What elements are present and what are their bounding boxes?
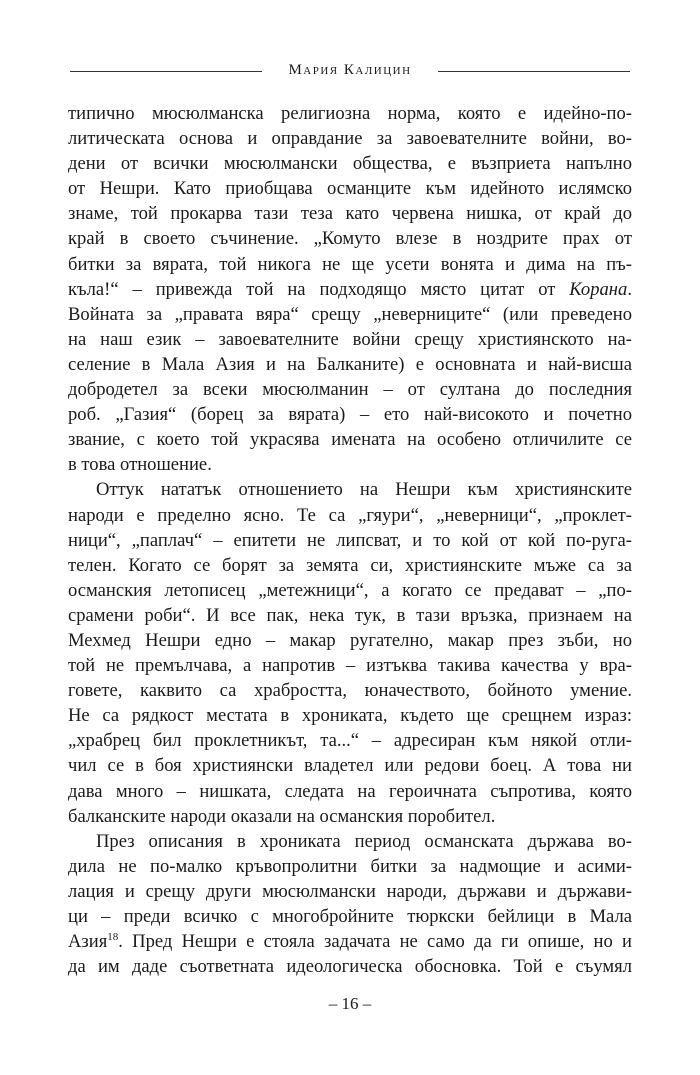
text-line: дава много – нишката, следата на героичната съпротива, която	[68, 780, 632, 802]
text-line: Мехмед Нешри едно – макар ругателно, макар през зъби, но	[68, 629, 632, 651]
text-line: говете, каквито са храбростта, юначеството, бойното умение.	[68, 680, 632, 702]
text-line: литическата основа и оправдание за завоевателните войни, во-	[68, 128, 632, 150]
text-line	[68, 929, 632, 954]
text-line: добродетел за всеки мюсюлманин – от султана до последния	[68, 379, 632, 401]
text-line: от Нешри. Като приобщава османците към идейното ислямско	[68, 178, 632, 200]
text-fragment: .	[627, 278, 632, 300]
running-head	[70, 60, 630, 84]
text-line: дила не по-малко кръвопролитни битки за надмощие и асими-	[68, 855, 632, 877]
text-line: „храбрец бил проклетникът, та...“ – адресиран към някой отли-	[68, 730, 632, 752]
text-line: знаме, той прокарва тази теза като червена нишка, от край до	[68, 203, 632, 225]
text-line: роб. „Газия“ (борец за вярата) – ето най-високото и почетно	[68, 404, 632, 426]
text-fragment: . Пред Нешри е стояла задачата не само да ги опише, но и	[118, 931, 632, 953]
text-line: ци – преди всичко с многобройните тюркски бейлици в Мала	[68, 906, 632, 927]
text-line: лация и срещу други мюсюлмански народи, държави и държави-	[68, 880, 632, 902]
text-line: в това отношение.	[68, 454, 212, 476]
text-line: Войната за „правата вяра“ срещу „неверниците“ (или преведено	[68, 303, 632, 325]
text-line: край в своето съчинение. „Комуто влезе в ноздрите прах от	[68, 228, 632, 250]
footnote-reference[interactable]: 18	[107, 931, 119, 944]
text-line: срамени роби“. И все пак, нека тук, в тази връзка, признаем на	[68, 604, 632, 626]
text-line: на наш език – завоевателните войни срещу християнското на-	[68, 328, 632, 350]
text-line: битки за вярата, той никога не ще усети вонята и дима на пъ-	[68, 253, 632, 275]
text-line: звание, с което той украсява имената на особено отличилите се	[68, 429, 632, 451]
header-rule-right	[438, 71, 630, 72]
text-line: Не са рядкост местата в хрониката, където ще срещнем израз:	[68, 705, 632, 727]
text-line: народи е пределно ясно. Те са „гяури“, „неверници“, „проклет-	[68, 504, 632, 526]
text-line: дени от всички мюсюлмански общества, е възприета напълно	[68, 153, 632, 175]
text-line: Оттук нататък отношението на Нешри към християнските	[96, 479, 632, 501]
text-line: балканските народи оказали на османския поробител.	[68, 805, 496, 827]
text-line: той не премълчава, а напротив – изтъква такива качества у вра-	[68, 655, 632, 677]
page-number: – 16 –	[328, 994, 372, 1013]
text-fragment: Азия	[68, 931, 108, 953]
body-text	[68, 101, 632, 979]
text-line: селение в Мала Азия и на Балканите) е основната и най-висша	[68, 353, 632, 375]
italic-term: Корана	[569, 278, 628, 300]
text-line: ници“, „паплач“ – епитети не липсват, и то кой от кой по-руга-	[68, 529, 632, 551]
text-line: През описания в хрониката период османската държава во-	[96, 830, 632, 852]
text-line: типично мюсюлманска религиозна норма, която е идейно-по-	[68, 103, 632, 124]
text-line	[68, 277, 632, 302]
text-line: да им даде съответната идеологическа обосновка. Той е съумял	[68, 956, 632, 978]
text-line: чил се в боя християнски владетел или редови боец. А това ни	[68, 755, 632, 777]
text-line: телен. Когато се борят за земята си, християнските мъже са за	[68, 554, 632, 576]
text-fragment: къла!“ – привежда той на подходящо място цитат от	[68, 278, 570, 300]
running-head-author: Мария Калицин	[288, 62, 412, 78]
text-line: османския летописец „метежници“, а когато се предават – „по-	[68, 579, 632, 601]
